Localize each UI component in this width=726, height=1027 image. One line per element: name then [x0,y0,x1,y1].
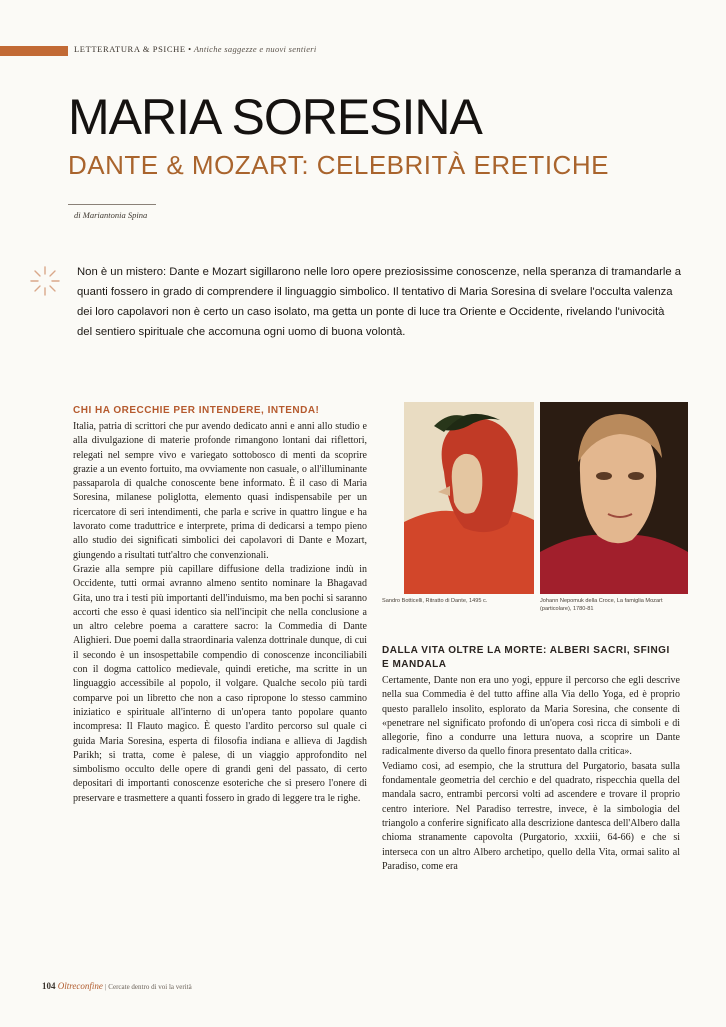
running-header [74,44,317,54]
mozart-caption: Johann Nepomuk della Croce, La famiglia Mozart (particolare), 1780-81 [540,598,663,612]
section1-paragraph-1: Italia, patria di scrittori che pur avendo dedicato anni e anni allo studio e alla divulgazione di materie profonde rimangono lontani dai riflettori, relegati nel sempre vivo e variegato sottobosco di menti da scoprire grazie a un evento fortuito, ma ovviamente non casuale, o all'illuminante passaparola di qualche conoscente bene informato. È il caso di Maria Soresina, milanese poliglotta, elemento quasi indispensabile per un ricercatore di seri intendimenti, che parla e scrive in quattro lingue e ha lavorato come traduttrice e interprete, prima di dedicarsi a tempo pieno allo studio dei significati simbolici dei capolavori di Dante e Mozart, giungendo a risultati tutt'altro che convenzionali. [73,421,367,561]
section2-paragraph-1: Certamente, Dante non era uno yogi, eppure il percorso che egli descrive nella sua Commedia è del tutto affine alla Via dello Yoga, ed è proprio questo parallelo insolito, esplorato da Maria Soresina, che consente di «penetrare nel significato profondo di un'opera così ricca di simboli e di allegorie, fino a condurre una lettura nuova, a scoprire un Dante radicalmente diverso da quello finora presentato dalla critica». [382,675,680,758]
dante-portrait-image [404,402,534,594]
byline-rule [68,204,156,205]
mozart-portrait-image [540,402,688,594]
left-column [73,404,367,806]
header-section: LETTERATURA & PSICHE [74,44,186,54]
article-subtitle: DANTE & MOZART: CELEBRITÀ ERETICHE [68,150,609,180]
header-separator: • [188,44,192,54]
magazine-name: Oltreconfine [57,981,103,991]
sunburst-icon [28,264,62,298]
dante-caption: Sandro Botticelli, Ritratto di Dante, 1495 c. [382,598,488,604]
header-subsection: Antiche saggezze e nuovi sentieri [193,44,317,54]
section1-heading: CHI HA ORECCHIE PER INTENDERE, INTENDA! [73,405,320,416]
footer-tagline: | Cercate dentro di voi la verità [105,983,192,991]
section2-paragraph-2: Vediamo così, ad esempio, che la struttura del Purgatorio, basata sulla fondamentale geometria del cerchio e del quadrato, rispecchia quella del mandala sacro, entrambi percorsi volti ad ascendere e trovare il proprio centro interiore. Nel Paradiso terrestre, invece, è la simbologia del triangolo a conferire significato alla descrizione dantesca dell'Albero dalla chioma stranamente capovolta (Purgatorio, xxxiii, 64-66) e che si interseca con un altro Albero archetipo, quello della Vita, ormai salito al Paradiso, come era [382,760,680,872]
article-lead: Non è un mistero: Dante e Mozart sigillarono nelle loro opere preziosissime conoscenze, nella speranza di tramandarle a quanti fossero in grado di comprendere il linguaggio simbolico. Il tentativo di Maria Soresina di svelare l'occulta valenza dei loro capolavori non è certo un caso isolato, ma getta un ponte di luce tra Oriente e Occidente, rivelando l'univocità del sentiero spirituale che accomuna ogni uomo di buona volontà. [77,266,682,338]
page-number: 104 [42,981,56,991]
page-footer [42,981,192,991]
right-column [382,644,680,874]
byline: di Mariantonia Spina [74,210,148,220]
article-title: MARIA SORESINA [68,89,482,145]
header-accent-bar [0,46,68,56]
section2-heading: DALLA VITA OLTRE LA MORTE: ALBERI SACRI, SFINGI E MANDALA [382,645,670,670]
section1-paragraph-2: Grazie alla sempre più capillare diffusione della tradizione indù in Occidente, tutti ormai avranno almeno sentito nominare la Bhagavad Gita, uno tra i testi più importanti dell'induismo, ma ben pochi si saranno accorti che esso è quasi identico sia nell'incipit che nella conclusione a un altro celebre poema a carattere sacro: la Commedia di Dante Alighieri. Due poemi dalla straordinaria valenza dottrinale dunque, di cui il secondo è un insospettabile compendio di conoscenze inconciliabili con il dogma cattolico medievale, quindi eretiche, ma scritte in un linguaggio accessibile al popolo, il volgare. Qualche secolo più tardi comparve poi un libretto che non a caso ripropone lo stesso cammino iniziatico e spirituale all'interno di un'opera tanto popolare quanto incompresa: Il Flauto magico. È questo l'ardito percorso sul quale ci guida Maria Soresina, esperta di filosofia indiana e allieva di Jagdish Parikh; si tratta, come è palese, di un viaggio approfondito nel simbolismo occulto delle opere di grandi geni del passato, di certo depositari di importanti conoscenze esoteriche che si presero l'onere di preservare e trasmettere a quanti fossero in grado di leggere tra le righe. [73,563,367,804]
